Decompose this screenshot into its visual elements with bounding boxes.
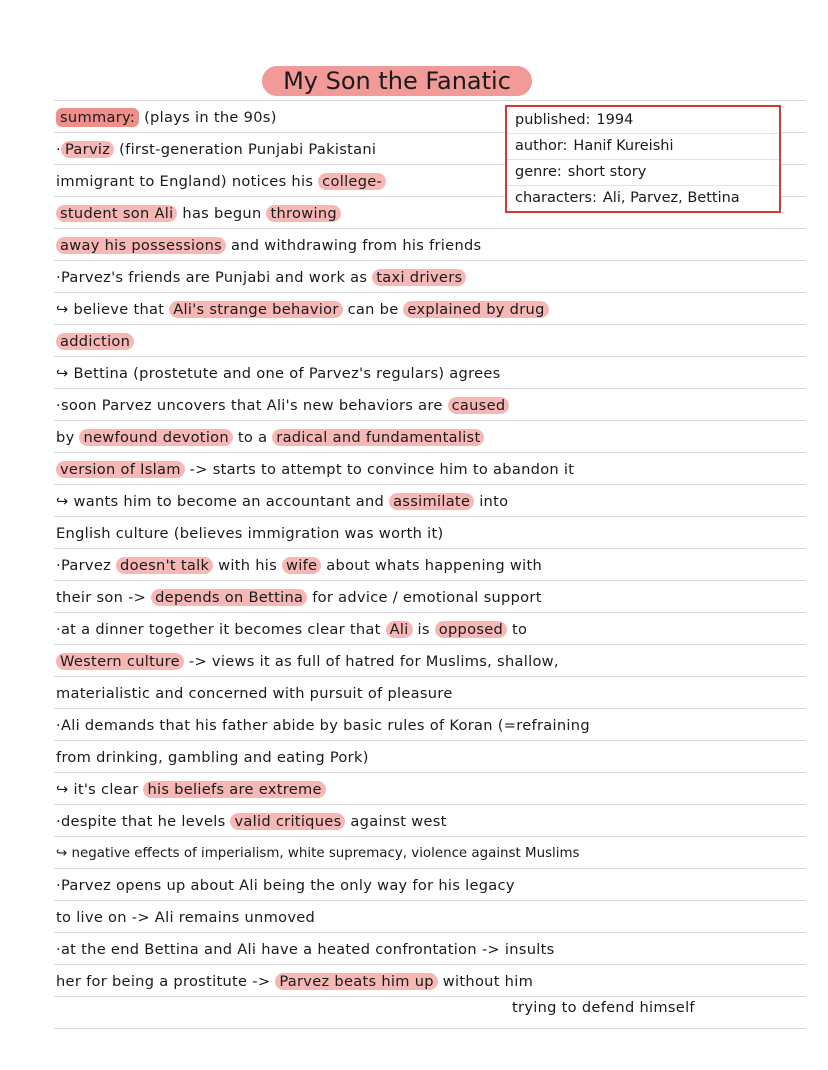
highlight: valid critiques bbox=[230, 813, 345, 830]
note-line bbox=[56, 328, 134, 356]
rule-line bbox=[54, 868, 806, 869]
rule-line bbox=[54, 836, 806, 837]
note-line bbox=[512, 994, 695, 1022]
note-text: about whats happening with bbox=[321, 557, 543, 574]
info-label: author: bbox=[515, 138, 568, 154]
note-text: by bbox=[56, 429, 80, 446]
rule-line bbox=[54, 420, 806, 421]
note-line bbox=[56, 552, 542, 580]
highlight: caused bbox=[448, 397, 510, 414]
note-line bbox=[56, 648, 559, 676]
highlight: doesn't talk bbox=[116, 557, 213, 574]
note-text: ·Ali demands that his father abide by basic rules of Koran (=refraining bbox=[56, 717, 590, 734]
rule-line bbox=[54, 964, 806, 965]
note-line bbox=[56, 520, 444, 548]
info-author bbox=[515, 133, 674, 159]
highlight: Parvez beats him up bbox=[275, 973, 438, 990]
note-text: can be bbox=[342, 301, 404, 318]
highlight: depends on Bettina bbox=[151, 589, 307, 606]
rule-line bbox=[54, 1028, 806, 1029]
note-text: their son -> bbox=[56, 589, 152, 606]
highlight: addiction bbox=[56, 333, 134, 350]
note-text: from drinking, gambling and eating Pork) bbox=[56, 749, 369, 766]
note-text: (first-generation Punjabi Pakistani bbox=[114, 141, 377, 158]
rule-line bbox=[54, 900, 806, 901]
note-text: ·at the end Bettina and Ali have a heated confrontation -> insults bbox=[56, 941, 555, 958]
note-line bbox=[56, 776, 326, 804]
note-line bbox=[56, 712, 590, 740]
info-value: 1994 bbox=[596, 112, 634, 128]
highlight: radical and fundamentalist bbox=[272, 429, 484, 446]
note-text: ↪ it's clear bbox=[56, 781, 144, 798]
rule-line bbox=[54, 708, 806, 709]
rule-line bbox=[54, 804, 806, 805]
note-line bbox=[56, 872, 515, 900]
highlight: his beliefs are extreme bbox=[143, 781, 325, 798]
note-text: ·Parvez's friends are Punjabi and work as bbox=[56, 269, 373, 286]
note-text: to bbox=[507, 621, 528, 638]
rule-line bbox=[54, 580, 806, 581]
highlight: college- bbox=[318, 173, 386, 190]
note-text: (plays in the 90s) bbox=[139, 109, 277, 126]
highlight: student son Ali bbox=[56, 205, 177, 222]
note-line bbox=[56, 104, 277, 132]
note-text: -> starts to attempt to convince him to abandon it bbox=[184, 461, 575, 478]
note-line bbox=[56, 904, 315, 932]
rule-line bbox=[54, 484, 806, 485]
info-value: Ali, Parvez, Bettina bbox=[602, 190, 740, 206]
rule-line bbox=[54, 932, 806, 933]
highlight: away his possessions bbox=[56, 237, 226, 254]
info-genre bbox=[515, 159, 646, 185]
rule-line bbox=[54, 260, 806, 261]
note-line bbox=[56, 136, 376, 164]
note-text: ·at a dinner together it becomes clear that bbox=[56, 621, 386, 638]
rule-line bbox=[54, 740, 806, 741]
note-text: against west bbox=[345, 813, 447, 830]
summary-label: summary: bbox=[56, 108, 139, 127]
note-text: materialistic and concerned with pursuit of pleasure bbox=[56, 685, 453, 702]
note-text: is bbox=[412, 621, 435, 638]
bullet: · bbox=[56, 141, 61, 158]
note-text: ·despite that he levels bbox=[56, 813, 231, 830]
info-label: genre: bbox=[515, 164, 562, 180]
note-line bbox=[56, 168, 386, 196]
note-text: English culture (believes immigration was worth it) bbox=[56, 525, 444, 542]
note-line bbox=[56, 232, 481, 260]
note-line bbox=[56, 616, 527, 644]
highlight: wife bbox=[282, 557, 321, 574]
note-text: trying to defend himself bbox=[512, 999, 695, 1016]
highlight: Western culture bbox=[56, 653, 184, 670]
note-line bbox=[56, 200, 341, 228]
rule-line bbox=[54, 644, 806, 645]
note-text: with his bbox=[213, 557, 283, 574]
rule-line bbox=[54, 452, 806, 453]
note-text: ·soon Parvez uncovers that Ali's new behaviors are bbox=[56, 397, 448, 414]
highlight: newfound devotion bbox=[79, 429, 233, 446]
note-text: for advice / emotional support bbox=[307, 589, 542, 606]
info-published bbox=[515, 107, 633, 133]
rule-line bbox=[54, 548, 806, 549]
note-line bbox=[56, 392, 509, 420]
rule-line bbox=[54, 388, 806, 389]
note-text: into bbox=[474, 493, 509, 510]
note-text: without him bbox=[437, 973, 534, 990]
note-text: ↪ Bettina (prostetute and one of Parvez's regulars) agrees bbox=[56, 365, 501, 382]
note-line bbox=[56, 488, 508, 516]
note-line bbox=[56, 680, 453, 708]
info-box bbox=[505, 105, 781, 213]
rule-line bbox=[54, 612, 806, 613]
info-label: published: bbox=[515, 112, 591, 128]
highlight: opposed bbox=[435, 621, 507, 638]
note-text: ·Parvez bbox=[56, 557, 117, 574]
note-text: ↪ wants him to become an accountant and bbox=[56, 493, 390, 510]
rule-line bbox=[54, 356, 806, 357]
note-line bbox=[56, 744, 369, 772]
highlight: Ali's strange behavior bbox=[169, 301, 342, 318]
note-text: -> views it as full of hatred for Muslims, shallow, bbox=[183, 653, 559, 670]
note-line bbox=[56, 264, 466, 292]
page-title: My Son the Fanatic bbox=[262, 66, 532, 96]
note-line bbox=[56, 456, 574, 484]
note-text: to a bbox=[232, 429, 273, 446]
rule-line bbox=[54, 228, 806, 229]
note-text: to live on -> Ali remains unmoved bbox=[56, 909, 316, 926]
note-text: immigrant to England) notices his bbox=[56, 173, 319, 190]
rule-line bbox=[54, 772, 806, 773]
highlight: explained by drug bbox=[403, 301, 548, 318]
note-text: ↪ negative effects of imperialism, white supremacy, violence against Muslims bbox=[56, 846, 580, 861]
note-text: and withdrawing from his friends bbox=[226, 237, 482, 254]
highlight: Parviz bbox=[61, 141, 114, 158]
note-line bbox=[56, 808, 447, 836]
rule-line bbox=[54, 324, 806, 325]
info-label: characters: bbox=[515, 190, 597, 206]
highlight: version of Islam bbox=[56, 461, 185, 478]
highlight: throwing bbox=[266, 205, 340, 222]
note-line bbox=[56, 968, 533, 996]
note-line bbox=[56, 936, 555, 964]
note-line bbox=[56, 840, 580, 868]
note-text: ↪ believe that bbox=[56, 301, 170, 318]
note-line bbox=[56, 584, 542, 612]
note-line bbox=[56, 424, 484, 452]
highlight: taxi drivers bbox=[372, 269, 466, 286]
info-characters bbox=[515, 185, 740, 211]
note-text: her for being a prostitute -> bbox=[56, 973, 276, 990]
info-value: short story bbox=[567, 164, 647, 180]
rule-line bbox=[54, 516, 806, 517]
info-value: Hanif Kureishi bbox=[573, 138, 674, 154]
highlight: assimilate bbox=[389, 493, 474, 510]
rule-line bbox=[54, 676, 806, 677]
note-line bbox=[56, 296, 549, 324]
note-text: has begun bbox=[177, 205, 267, 222]
note-line bbox=[56, 360, 501, 388]
rule-line bbox=[54, 292, 806, 293]
rule-line bbox=[54, 100, 806, 101]
highlight: Ali bbox=[386, 621, 413, 638]
note-text: ·Parvez opens up about Ali being the only way for his legacy bbox=[56, 877, 515, 894]
